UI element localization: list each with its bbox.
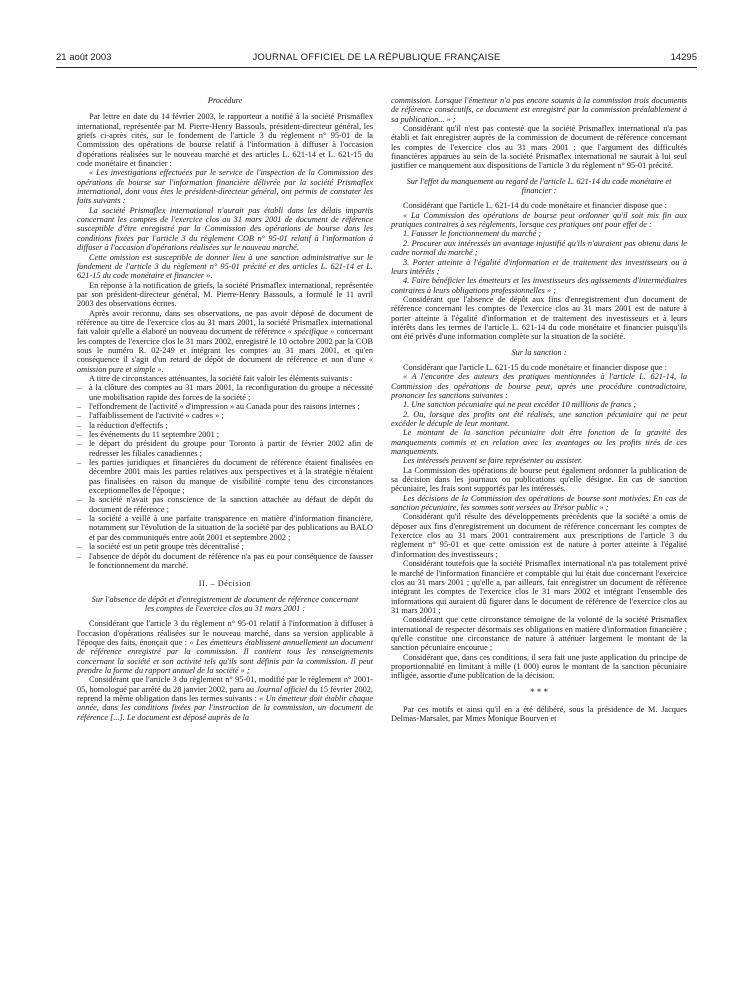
paragraph: Par ces motifs et ainsi qu'il en a été délibéré, sous la présidence de M. Jacques Delmas-Marsalet, par Mmes Monique Bourven et bbox=[391, 704, 687, 723]
text-run: Après avoir reconnu, dans ses observations, ne pas avoir déposé de document de référence au titre de l'exercice clos au 31 mars 2001, la société Prismaflex international fait valoir qu'elle a élaboré un nouveau document de référence bbox=[77, 308, 373, 337]
text-run: « spécifique » bbox=[287, 327, 335, 337]
paragraph: En réponse à la notification de griefs, la société Prismaflex international, représentée par son président-directeur général, M. Pierre-Henry Bassouls, a formulé le 11 avril 2003 des observations écrites. bbox=[77, 280, 373, 309]
quote-paragraph: Le montant de la sanction pécuniaire doit être fonction de la gravité des manquements commis et en relation avec les avantages ou les profits tirés de ces manquements. bbox=[391, 428, 687, 457]
list-item: – le départ du président du groupe pour Toronto à partir de février 2002 afin de redresser les filiales canadiennes ; bbox=[77, 439, 373, 458]
issue-date: 21 août 2003 bbox=[56, 52, 112, 63]
paragraph: Considérant qu'il résulte des développements précédents que la société a omis de déposer aux fins d'enregistrement un document de référence concernant les comptes de l'exercice clos au 31 mars 2001 contrairement aux prescriptions de l'article 3 du règlement n° 95-01 et que cette omission est de nature à porter atteinte à l'égalité d'information des investisseurs ; bbox=[391, 512, 687, 559]
text-run: concernant les comptes de l'exercice clos le 31 mars 2002, enregistré le 10 octobre 2002 par la COB sous le numéro R. 02-249 et intégrant les comptes au 31 mars 2001, et qu'en conséquence il s'agit d'un retard de dépôt de document de référence et non d'une bbox=[77, 327, 373, 365]
subsection-title: Sur la sanction : bbox=[511, 347, 567, 357]
text-run: « Les émetteurs établissent annuellement un document de référence enregistré par la commission. Il contient tous les renseignements concernant la société et son activité tels qu'ils sont définis par la commission. Il peut prendre la forme du rapport annuel de la société » ; bbox=[77, 637, 373, 675]
header-rule bbox=[56, 67, 697, 68]
quote-paragraph: Les intéressés peuvent se faire représenter ou assister. bbox=[403, 456, 583, 466]
list-item: – les événements du 11 septembre 2001 ; bbox=[77, 430, 373, 439]
paragraph: Considérant que l'absence de dépôt aux fins d'enregistrement d'un document de référence concernant les comptes de l'exercice clos au 31 mars 2001 est de nature à porter atteinte à l'égalité d'information et de traitement des investisseurs et à leurs intérêts dans les termes de l'article L. 621-14 du code monétaire et financier puisqu'ils ont été privés d'une information complète sur la situation de la société. bbox=[391, 294, 687, 342]
text-run: Journal officiel bbox=[256, 684, 308, 694]
page-number: 14295 bbox=[670, 52, 697, 63]
paragraph: Considérant que l'article L. 621-15 du code monétaire et financier dispose que : bbox=[403, 362, 667, 372]
text-run: Considérant que l'article 3 du règlement n° 95-01 relatif à l'information à diffuser à l'occasion d'opérations réalisées sur le nouveau marché, dans sa version applicable à l'époque des faits, énonçait que : bbox=[77, 619, 373, 647]
quote-paragraph: « Les investigations effectuées par le service de l'inspection de la Commission des opérations de bourse sur l'information financière délivrée par la société Prismaflex international, dont vous êtes le président-directeur général, ont permis de constater les faits suivants : bbox=[77, 168, 373, 206]
paragraph: A titre de circonstances atténuantes, la société fait valoir les éléments suivants : bbox=[89, 373, 353, 383]
paragraph: Par lettre en date du 14 février 2003, le rapporteur a notifié à la société Prismaflex international, représentée par M. Pierre-Henry Bassouls, président-directeur général, les griefs ci-après cités, sur le fondement de l'article 3 du règlement n° 95-01 de la Commission des opérations de bourse relatif à l'information à diffuser à l'occasion d'opérations réalisées sur le nouveau marché et des articles L. 621-14 et L. 621-15 du code monétaire et financier : bbox=[77, 112, 373, 169]
paragraph: Considérant que l'article L. 621-14 du code monétaire et financier dispose que : bbox=[403, 201, 667, 211]
section-title-decision: II. – Décision bbox=[198, 579, 252, 589]
left-column bbox=[77, 96, 373, 722]
quote-paragraph: 2. Procurer aux intéressés un avantage injustifié qu'ils n'auraient pas obtenu dans le cadre normal du marché ; bbox=[391, 238, 687, 258]
quote-paragraph: 2. Ou, lorsque des profits ont été réalisés, une sanction pécuniaire qui ne peut excéder le décuple de leur montant. bbox=[391, 409, 687, 428]
subsection-title: Sur l'absence de dépôt et d'enregistrement de document de référence concernant les comptes de l'exercice clos au 31 mars 2001 : bbox=[91, 594, 359, 613]
paragraph bbox=[77, 619, 373, 675]
list-item: – les parties juridiques et financières du document de référence étaient finalisées en décembre 2001 mais les parties relatives aux perspectives et à la stratégie n'étaient pas finalisées en raison du manque de visibilité compte tenu des circonstances exceptionnelles de l'époque ; bbox=[77, 458, 373, 495]
subsection-title: Sur l'effet du manquement au regard de l'article L. 621-14 du code monétaire et financier : bbox=[406, 176, 672, 196]
right-column bbox=[391, 96, 687, 723]
text-run: « Un émetteur doit établir chaque année, dans les conditions fixées par l'instruction de la commission, un document de référence [...]. Le document est déposé auprès de la bbox=[77, 693, 374, 722]
text-run: « omission pure et simple ». bbox=[77, 355, 373, 374]
text-run: Considérant que l'article 3 du règlement n° 95-01, modifié par le règlement n° 2001-05, homologué par arrêté du 28 janvier 2002, paru au bbox=[77, 675, 373, 694]
quote-paragraph: Cette omission est susceptible de donner lieu à une sanction administrative sur le fondement de l'article 3 du règlement n° 95-01 précité et des articles L. 621-14 et L. 621-15 du code monétaire et financier ». bbox=[77, 252, 373, 281]
quote-paragraph: 4. Faire bénéficier les émetteurs et les investisseurs des agissements d'intermédiaires contraires à leurs obligations professionnelles » ; bbox=[391, 276, 687, 295]
paragraph: Considérant que cette circonstance témoigne de la volonté de la société Prismaflex international de respecter désormais ses obligations en matière d'information financière ; qu'elle constitue une circonstance de nature à atténuer largement le montant de la sanction pécuniaire encourue ; bbox=[391, 615, 687, 653]
quote-paragraph: 1. Fausser le fonctionnement du marché ; bbox=[403, 229, 542, 239]
list-item: – l'affaiblissement de l'activité « cadres » ; bbox=[77, 411, 373, 420]
quote-paragraph: « A l'encontre des auteurs des pratiques mentionnées à l'article L. 621-14, la Commission des opérations de bourse peut, après une procédure contradictoire, prononcer les sanctions suivantes : bbox=[391, 372, 687, 400]
paragraph: Considérant que, dans ces conditions, il sera fait une juste application du principe de proportionnalité en limitant à mille (1 000) euros le montant de la sanction pécuniaire infligée, assortie d'une publication de la décision. bbox=[391, 652, 687, 681]
list-item: – l'absence de dépôt du document de référence n'a pas eu pour conséquence de fausser le fonctionnement du marché. bbox=[77, 552, 373, 571]
journal-title: JOURNAL OFFICIEL DE LA RÉPUBLIQUE FRANÇAISE bbox=[252, 52, 501, 63]
list-item: – la société n'avait pas conscience de la sanction attachée au défaut de dépôt du document de référence ; bbox=[77, 495, 373, 514]
list-item: – la société a veillé à une parfaite transparence en matière d'information financière, notamment sur l'évolution de la situation de la société par des publications au BALO et par des communiqués entre août 2001 et septembre 2002 ; bbox=[77, 514, 373, 542]
quote-paragraph: commission. Lorsque l'émetteur n'a pas encore soumis à la commission trois documents de référence consécutifs, ce document est enregistré par la commission préalablement à sa publication... » ; bbox=[391, 96, 687, 124]
text-run: du 15 février 2002, reprend la même obligation dans les termes suivants : bbox=[77, 684, 373, 703]
paragraph: Considérant qu'il n'est pas contesté que la société Prismaflex international n'a pas établi et fait enregistrer auprès de la commission de document de référence concernant les comptes de l'exercice clos au 31 mars 2001 ; que l'argument des difficultés financières apparues au sein de la société Prismaflex international ne saurait à lui seul justifier ce manquement aux dispositions de l'article 3 du règlement n° 95-01 précité. bbox=[391, 124, 687, 171]
quote-paragraph: 3. Porter atteinte à l'égalité d'information et de traitement des investisseurs ou à leurs intérêts ; bbox=[391, 257, 687, 276]
section-separator-stars: * * * bbox=[530, 686, 548, 697]
list-item: – l'effondrement de l'activité « d'impression » au Canada pour des raisons internes ; bbox=[77, 402, 373, 411]
paragraph bbox=[77, 675, 373, 722]
list-item: – à la clôture des comptes au 31 mars 2001, la reconfiguration du groupe a nécessité une mobilisation rapide des forces de la société ; bbox=[77, 383, 373, 402]
quote-paragraph: La société Prismaflex international n'aurait pas établi dans les délais impartis concernant les comptes de l'exercice clos au 31 mars 2001 de document de référence susceptible d'être enregistré par la Commission des opérations de bourse dans les conditions fixées par l'article 3 du règlement COB n° 95-01 relatif à l'information à diffuser à l'occasion d'opérations réalisées sur le nouveau marché. bbox=[77, 205, 373, 253]
circumstances-list bbox=[77, 383, 373, 570]
paragraph bbox=[77, 309, 373, 374]
list-item: – la réduction d'effectifs ; bbox=[77, 421, 373, 430]
paragraph: La Commission des opérations de bourse peut également ordonner la publication de sa décision dans les journaux ou publications qu'elle désigne. En cas de sanction pécuniaire, les frais sont supportés par les intéressés. bbox=[391, 465, 687, 494]
quote-paragraph: 1. Une sanction pécuniaire qui ne peut excéder 10 millions de francs ; bbox=[403, 400, 637, 410]
quote-paragraph: « La Commission des opérations de bourse peut ordonner qu'il soit mis fin aux pratiques contraires à ses règlements, lorsque ces pratiques ont pour effet de : bbox=[391, 210, 687, 230]
quote-paragraph: Les décisions de la Commission des opérations de bourse sont motivées. En cas de sanction pécuniaire, les sommes sont versées au Trésor public » ; bbox=[391, 493, 687, 513]
paragraph: Considérant toutefois que la société Prismaflex international n'a pas totalement privé le marché de l'information financière et comptable qui lui était due concernant l'exercice clos au 31 mars 2001 ; qu'elle a, par ailleurs, fait enregistrer un document de référence intégrant les comptes de l'exercice clos le 31 mars 2002 et intégrant l'ensemble des informations qui auraient dû figurer dans le document de référence de l'exercice clos au 31 mars 2001 ; bbox=[391, 559, 687, 615]
section-title-procedure: Procédure bbox=[207, 96, 243, 105]
list-item: – la société est un petit groupe très décentralisé ; bbox=[77, 542, 373, 551]
page-header bbox=[56, 52, 697, 66]
